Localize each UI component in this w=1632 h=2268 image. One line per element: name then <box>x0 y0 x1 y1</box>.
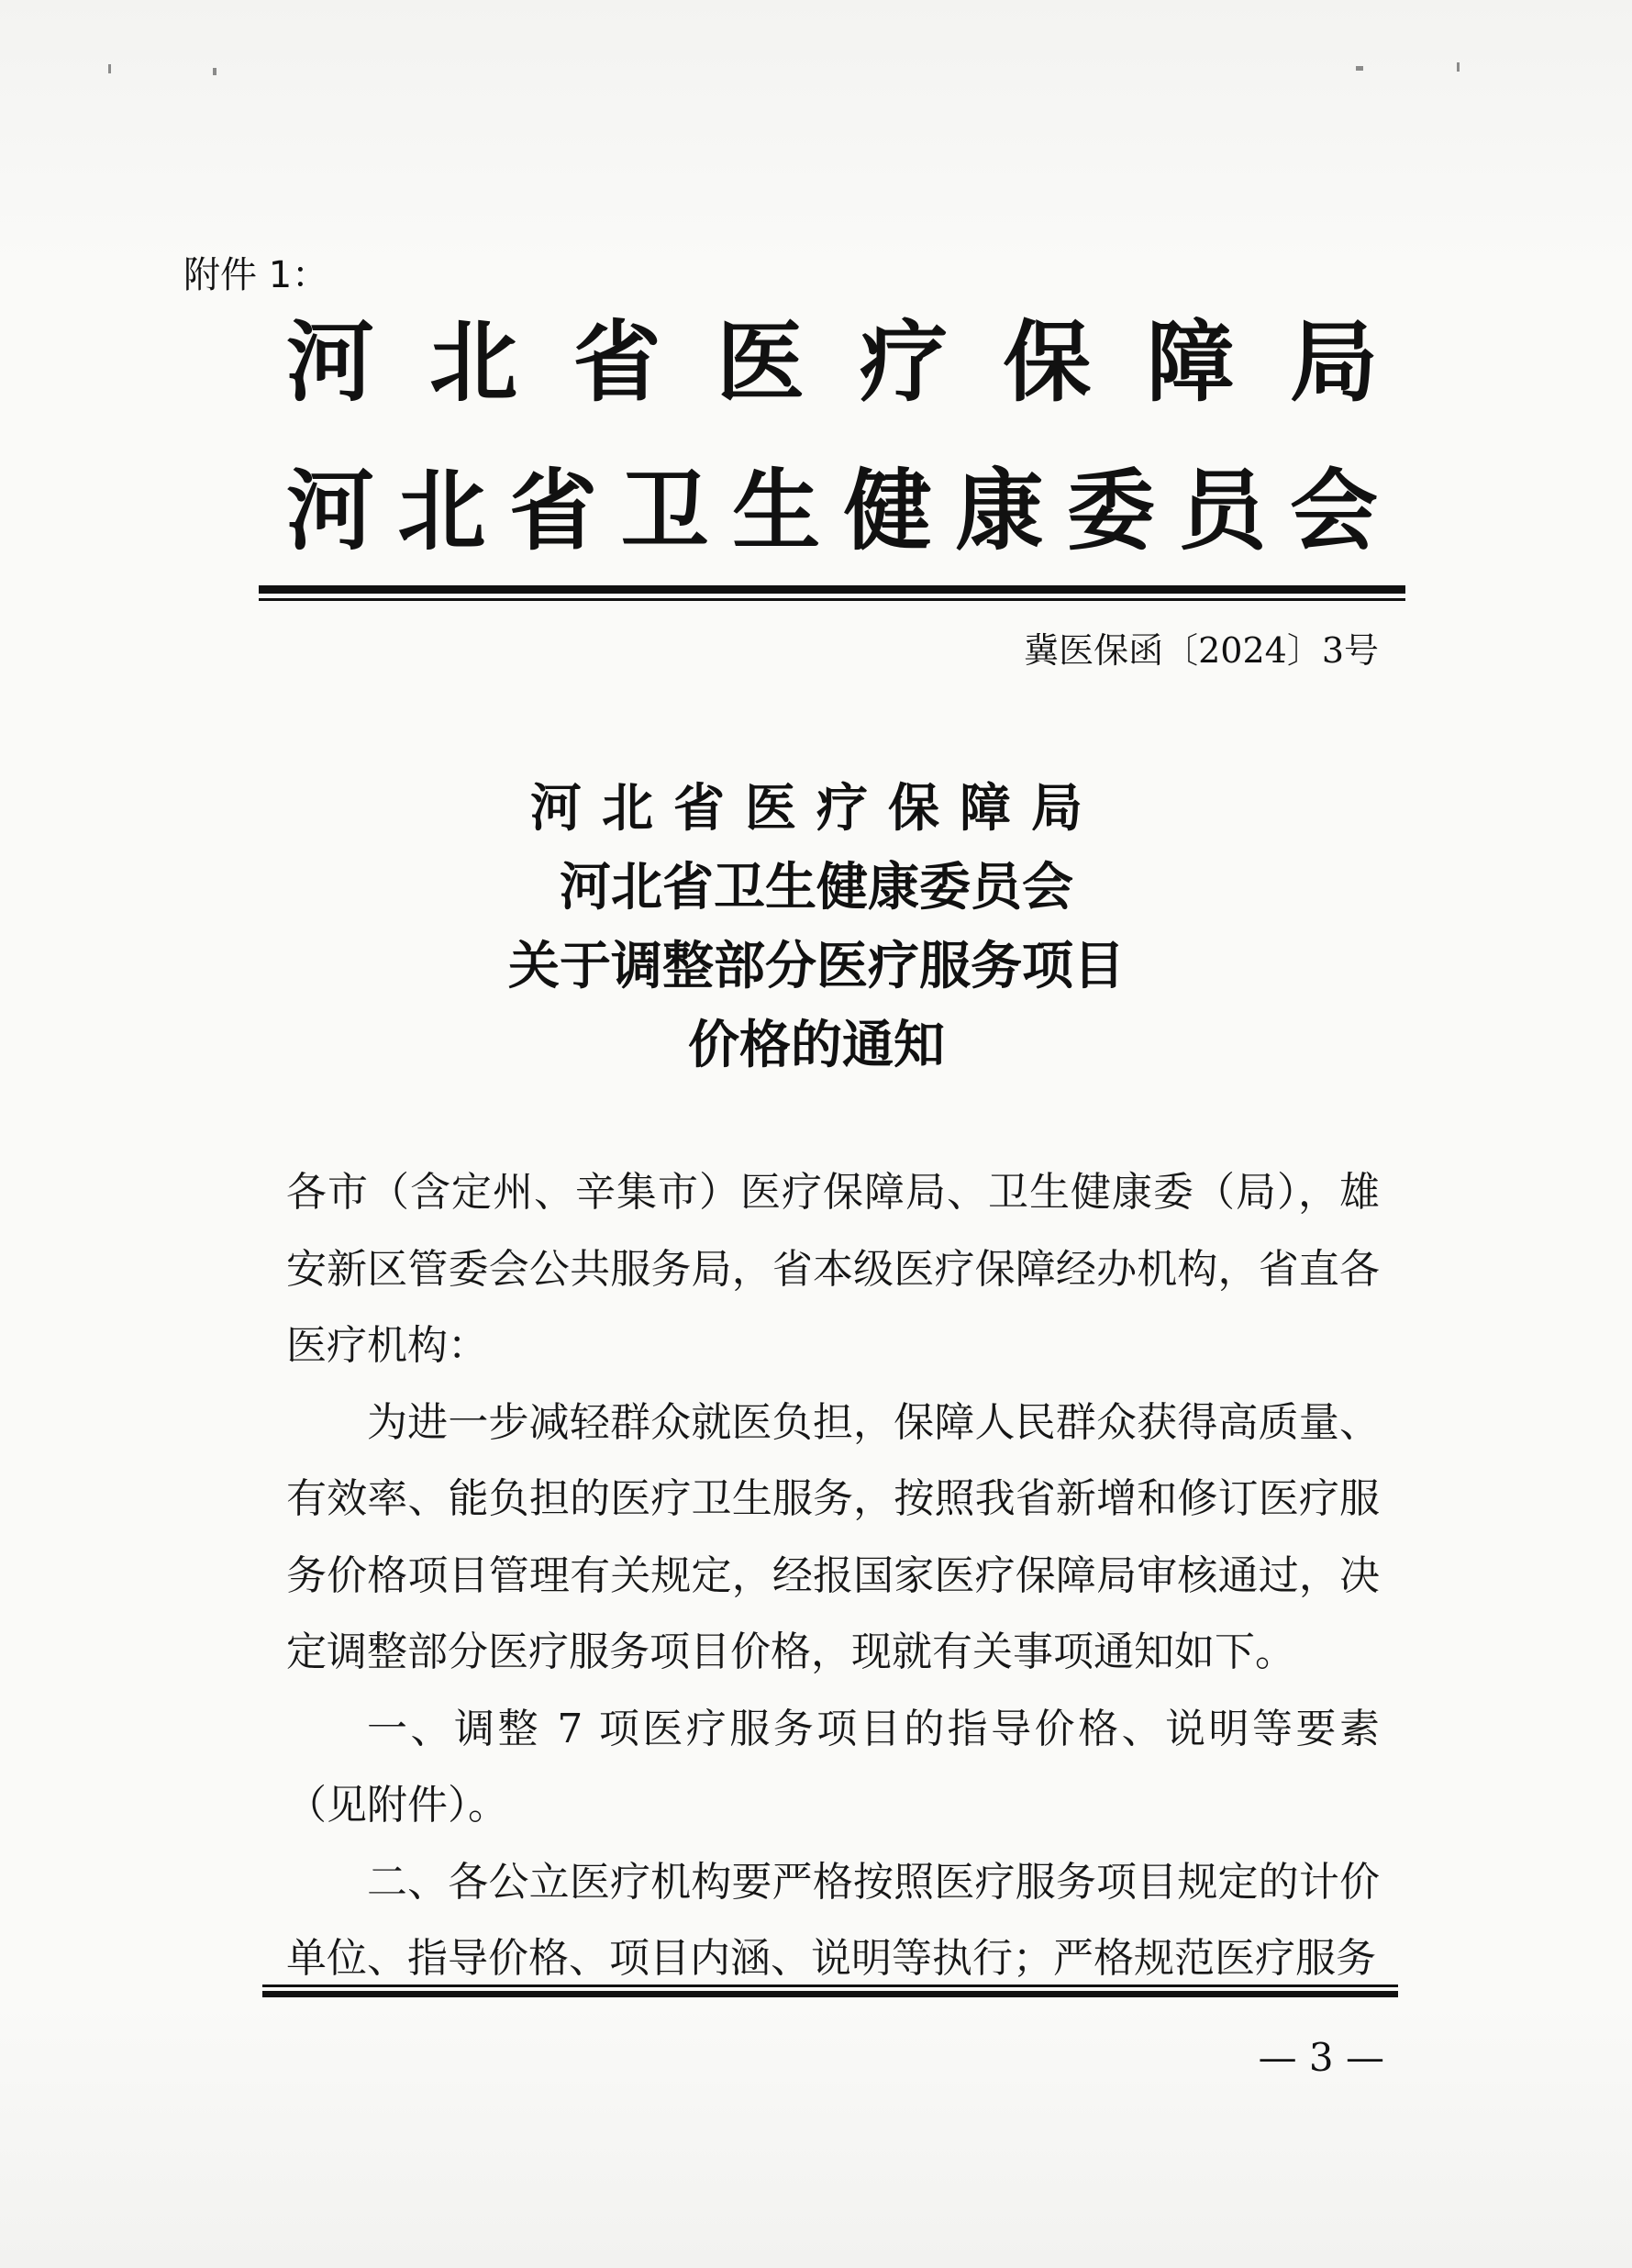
scan-speck <box>108 64 111 73</box>
title-line-1: 河北省医疗保障局 <box>530 778 1103 839</box>
issuer-header-line-2: 河北省卫生健康委员会 <box>286 459 1378 562</box>
title-line-2: 河北省卫生健康委员会 <box>560 857 1073 917</box>
issuer-header-line-1: 河北省医疗保障局 <box>286 310 1378 414</box>
footer-rule-thin <box>262 1984 1398 1987</box>
notice-title <box>367 769 1266 1084</box>
title-line-3: 关于调整部分医疗服务项目 <box>508 936 1125 996</box>
body-paragraph-3: 二、各公立医疗机构要严格按照医疗服务项目规定的计价单位、指导价格、项目内涵、说明等执行；严格规范医疗服务 <box>286 1858 1380 1982</box>
scan-speck <box>213 68 216 75</box>
scan-speck <box>1457 62 1460 72</box>
scan-speck <box>1356 66 1363 71</box>
body-paragraph-2: 一、调整 7 项医疗服务项目的指导价格、说明等要素（见附件）。 <box>286 1705 1380 1829</box>
footer-rule-thick <box>262 1991 1398 1997</box>
header-rule-thin <box>259 598 1405 601</box>
header-rule-thick <box>259 585 1405 594</box>
page-number: — 3 — <box>1258 2035 1384 2080</box>
body-paragraph-1: 为进一步减轻群众就医负担，保障人民群众获得高质量、有效率、能负担的医疗卫生服务，按照我省新增和修订医疗服务价格项目管理有关规定，经报国家医疗保障局审核通过，决定调整部分医疗服务项目价格，现就有关事项通知如下。 <box>286 1398 1380 1675</box>
title-line-4: 价格的通知 <box>688 1015 945 1075</box>
document-number: 冀医保函〔2024〕3号 <box>1024 630 1379 671</box>
attachment-label: 附件 1： <box>183 254 329 296</box>
notice-body <box>286 1154 1380 1997</box>
salutation: 各市（含定州、辛集市）医疗保障局、卫生健康委（局），雄安新区管委会公共服务局，省本级医疗保障经办机构，省直各医疗机构： <box>286 1169 1380 1369</box>
